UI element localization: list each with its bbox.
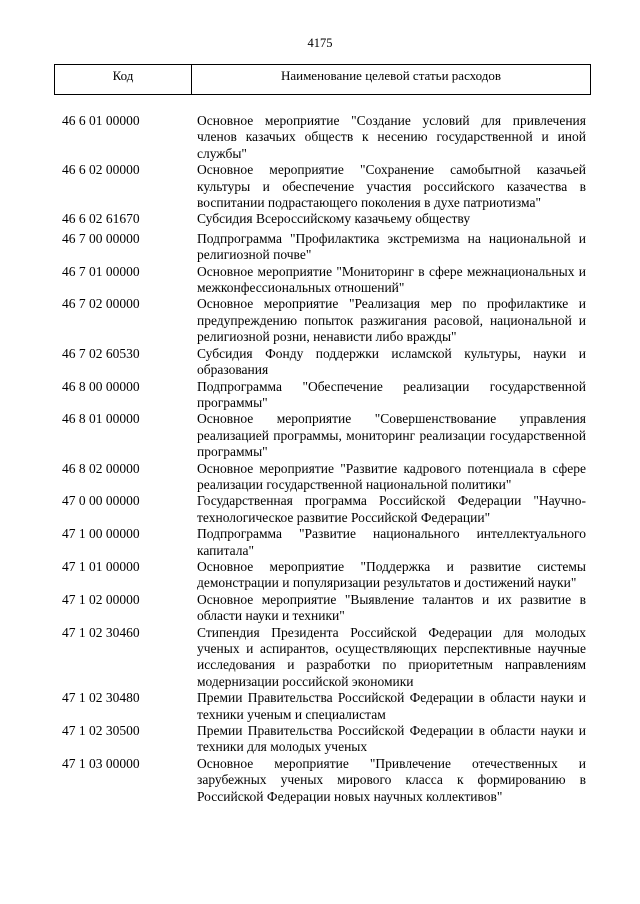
table-row xyxy=(62,113,586,162)
table-row xyxy=(62,296,586,345)
table-row xyxy=(62,379,586,412)
row-name: Субсидия Фонду поддержки исламской культуры, науки и образования xyxy=(197,345,586,378)
row-name: Основное мероприятие "Выявление талантов и их развитие в области науки и техники" xyxy=(197,591,586,624)
table-row xyxy=(62,493,586,526)
row-code: 47 1 02 30500 xyxy=(62,723,140,739)
row-code: 46 7 01 00000 xyxy=(62,263,140,279)
column-header-code: Код xyxy=(55,65,192,94)
table-row xyxy=(62,346,586,379)
table-row xyxy=(62,231,586,264)
table-row xyxy=(62,162,586,211)
row-name: Основное мероприятие "Совершенствование управления реализацией программы, мониторинг реализации государственной программы" xyxy=(197,411,586,460)
row-name: Основное мероприятие "Поддержка и развитие системы демонстрации и популяризации результатов и достижений науки" xyxy=(197,558,586,591)
row-name: Основное мероприятие "Развитие кадрового потенциала в сфере реализации государственной национальной политики" xyxy=(197,460,586,492)
table-header xyxy=(54,64,591,95)
table-row xyxy=(62,723,586,756)
table-row xyxy=(62,264,586,297)
table-row xyxy=(62,461,586,494)
row-code: 46 8 01 00000 xyxy=(62,411,140,427)
row-code: 46 6 02 61670 xyxy=(62,211,140,227)
table-row xyxy=(62,211,586,227)
table-row xyxy=(62,690,586,723)
row-code: 46 7 02 60530 xyxy=(62,345,140,361)
row-name: Основное мероприятие "Сохранение самобытной казачьей культуры и обеспечение участия российского казачества в воспитании подрастающего поколения в духе патриотизма" xyxy=(197,162,586,211)
row-code: 47 0 00 00000 xyxy=(62,493,140,509)
table-row xyxy=(62,526,586,559)
column-header-name: Наименование целевой статьи расходов xyxy=(280,68,502,83)
row-name: Основное мероприятие "Мониторинг в сфере межнациональных и межконфессиональных отношений" xyxy=(197,263,586,296)
row-name: Основное мероприятие "Реализация мер по профилактике и предупреждению попыток разжигания расовой, национальной и религиозной розни, ненависти либо вражды" xyxy=(197,296,586,345)
row-code: 46 7 00 00000 xyxy=(62,230,140,246)
table-row xyxy=(62,592,586,625)
row-code: 47 1 02 00000 xyxy=(62,591,140,607)
row-code: 46 8 00 00000 xyxy=(62,378,140,394)
row-code: 47 1 02 30480 xyxy=(62,690,140,706)
row-name: Подпрограмма "Профилактика экстремизма на национальной и религиозной почве" xyxy=(197,230,586,263)
row-name: Подпрограмма "Обеспечение реализации государственной программы" xyxy=(197,378,586,410)
row-code: 46 8 02 00000 xyxy=(62,460,140,476)
row-name: Субсидия Всероссийскому казачьему обществу xyxy=(197,211,471,227)
row-name: Премии Правительства Российской Федерации в области науки и техники ученым и специалистам xyxy=(197,690,586,722)
table-row xyxy=(62,756,586,805)
row-code: 47 1 01 00000 xyxy=(62,558,140,574)
row-name: Основное мероприятие "Создание условий для привлечения членов казачьих обществ к несению государственной и иной службы" xyxy=(197,113,586,161)
row-name: Основное мероприятие "Привлечение отечественных и зарубежных ученых мирового класса к формированию в Российской Федерации новых научных коллективов" xyxy=(197,755,586,804)
row-code: 47 1 02 30460 xyxy=(62,624,140,640)
table-row xyxy=(62,559,586,592)
row-code: 47 1 03 00000 xyxy=(62,755,140,771)
page-number: 4175 xyxy=(307,36,333,50)
row-code: 47 1 00 00000 xyxy=(62,526,140,542)
row-name: Стипендия Президента Российской Федерации для молодых ученых и аспирантов, осуществляющих перспективные научные исследования и разработки по приоритетным направлениям модернизации российской экономики xyxy=(197,624,586,689)
table-row xyxy=(62,411,586,460)
row-code: 46 6 02 00000 xyxy=(62,162,140,178)
row-name: Премии Правительства Российской Федерации в области науки и техники для молодых ученых xyxy=(197,723,586,755)
table-body xyxy=(62,113,586,805)
table-row xyxy=(62,625,586,691)
row-code: 46 6 01 00000 xyxy=(62,113,140,128)
row-name: Государственная программа Российской Федерации "Научно-технологическое развитие Российской Федерации" xyxy=(197,493,586,525)
row-code: 46 7 02 00000 xyxy=(62,296,140,312)
row-name: Подпрограмма "Развитие национального интеллектуального капитала" xyxy=(197,526,586,558)
